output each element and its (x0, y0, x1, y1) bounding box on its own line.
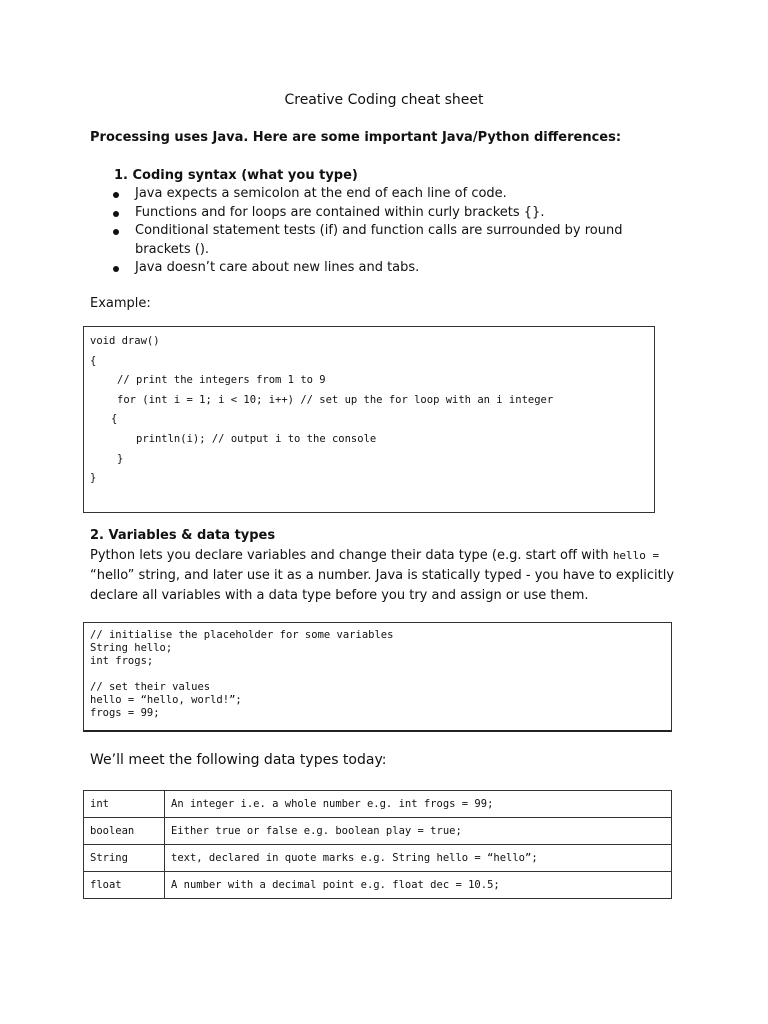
page-title: Creative Coding cheat sheet (284, 92, 484, 108)
type-name-cell: float (84, 872, 165, 899)
example-label: Example: (90, 296, 151, 311)
list-item: Functions and for loops are contained within curly brackets {}. (110, 204, 670, 223)
type-description-cell: text, declared in quote marks e.g. String hello = “hello”; (165, 845, 672, 872)
code-example-box (83, 326, 655, 513)
type-description-cell: An integer i.e. a whole number e.g. int frogs = 99; (165, 791, 672, 818)
section2-paragraph (90, 546, 690, 606)
data-types-intro: We’ll meet the following data types today: (90, 752, 387, 768)
paragraph-text: “hello” string, and later use it as a number. Java is statically typed - you have to explicitly declare all variables with a data type before you try and assign or use them. (90, 568, 675, 603)
type-description-cell: A number with a decimal point e.g. float dec = 10.5; (165, 872, 672, 899)
table-row (84, 818, 672, 845)
section1-heading: 1. Coding syntax (what you type) (114, 168, 358, 183)
table-row (84, 872, 672, 899)
list-item: Conditional statement tests (if) and function calls are surrounded by round brackets (). (110, 222, 670, 259)
data-types-table (83, 790, 672, 899)
type-name-cell: int (84, 791, 165, 818)
syntax-bullet-list (110, 185, 670, 278)
table-row (84, 791, 672, 818)
paragraph-text: Python lets you declare variables and change their data type (e.g. start off with (90, 548, 613, 563)
code-line: // initialise the placeholder for some variables (90, 629, 394, 641)
code-line: } (117, 453, 124, 465)
type-description-cell: Either true or false e.g. boolean play = true; (165, 818, 672, 845)
code-line: frogs = 99; (90, 707, 160, 719)
code-line (90, 668, 671, 681)
intro-text: Processing uses Java. Here are some important Java/Python differences: (90, 130, 622, 145)
table-row (84, 845, 672, 872)
inline-code: hello = (612, 549, 660, 562)
type-name-cell: boolean (84, 818, 165, 845)
code-line: { (90, 355, 97, 367)
code-line: println(i); // output i to the console (136, 433, 377, 445)
code-line: int frogs; (90, 655, 154, 667)
code-line: for (int i = 1; i < 10; i++) // set up the for loop with an i integer (117, 394, 554, 406)
code-line: // print the integers from 1 to 9 (117, 374, 326, 386)
list-item: Java doesn’t care about new lines and tabs. (110, 259, 670, 278)
variables-code-box (83, 622, 672, 732)
section2-heading: 2. Variables & data types (90, 528, 276, 543)
code-line: { (111, 413, 118, 425)
code-line: String hello; (90, 642, 173, 654)
code-line: // set their values (90, 681, 211, 693)
list-item: Java expects a semicolon at the end of each line of code. (110, 185, 670, 204)
code-line: hello = “hello, world!”; (90, 694, 242, 706)
code-line: void draw() (90, 335, 160, 347)
type-name-cell: String (84, 845, 165, 872)
code-line: } (90, 472, 97, 484)
